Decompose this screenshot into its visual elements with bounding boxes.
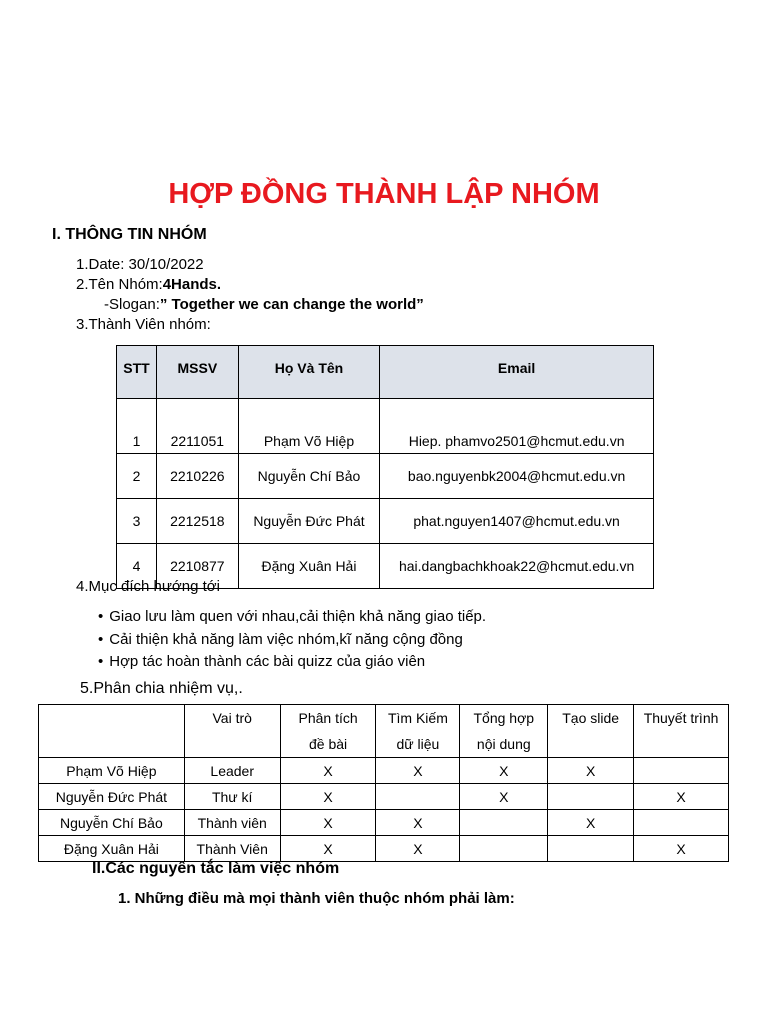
table-cell: Nguyễn Đức Phát [238,499,379,544]
table-row [117,454,654,499]
table-cell: X [280,810,376,836]
table-cell [548,784,634,810]
table-cell: Đặng Xuân Hải [39,836,185,862]
date-line: 1.Date: 30/10/2022 [76,256,204,273]
document-title: HỢP ĐỒNG THÀNH LẬP NHÓM [168,178,600,210]
principles-subheading: 1. Những điều mà mọi thành viên thuộc nhóm phải làm: [118,890,515,907]
table-cell [460,810,548,836]
header-cell [39,705,185,758]
group-name-line [76,276,221,293]
table-row [117,399,654,454]
members-table [116,345,654,589]
table-cell: Thành Viên [184,836,280,862]
header-cell: Vai trò [184,705,280,758]
tasks-header-row [39,705,729,758]
table-cell: 3 [117,499,157,544]
table-cell: 1 [117,399,157,454]
header-cell: MSSV [156,346,238,399]
tasks-label: 5.Phân chia nhiệm vụ,. [80,680,243,697]
table-cell: X [634,784,729,810]
list-item: • Hợp tác hoàn thành các bài quizz của giáo viên [98,651,486,674]
table-cell: Hiep. phamvo2501@hcmut.edu.vn [380,399,654,454]
members-header-row [117,346,654,399]
header-cell: Tạo slide [548,705,634,758]
group-name-value: 4Hands. [162,276,222,293]
tasks-table [38,704,729,862]
table-cell: Phạm Võ Hiệp [238,399,379,454]
header-cell: Họ Và Tên [238,346,379,399]
slogan-line [104,296,424,313]
table-cell: 2 [117,454,157,499]
list-item: • Cải thiện khả năng làm việc nhóm,kĩ năng cộng đồng [98,629,486,652]
table-cell [460,836,548,862]
table-cell: Nguyễn Chí Bảo [39,810,185,836]
section-heading-info: I. THÔNG TIN NHÓM [52,226,207,243]
table-cell: X [460,784,548,810]
table-cell: X [280,784,376,810]
table-cell: 2211051 [156,399,238,454]
table-cell [376,784,460,810]
table-cell: phat.nguyen1407@hcmut.edu.vn [380,499,654,544]
table-cell: X [280,836,376,862]
header-cell: Tổng hợp nội dung [460,705,548,758]
purpose-list [98,606,486,674]
header-cell: Thuyết trình [634,705,729,758]
table-cell: X [548,758,634,784]
table-cell: Phạm Võ Hiệp [39,758,185,784]
header-cell: Tìm Kiếm dữ liệu [376,705,460,758]
table-cell: X [376,836,460,862]
table-cell: 4 [117,544,157,589]
table-cell: X [460,758,548,784]
table-cell: X [634,836,729,862]
table-cell: Thư kí [184,784,280,810]
list-item: • Giao lưu làm quen với nhau,cải thiện khả năng giao tiếp. [98,606,486,629]
table-row [39,810,729,836]
table-cell: bao.nguyenbk2004@hcmut.edu.vn [380,454,654,499]
table-cell: X [376,810,460,836]
table-row [39,758,729,784]
table-cell: 2210877 [156,544,238,589]
table-cell [548,836,634,862]
table-cell: hai.dangbachkhoak22@hcmut.edu.vn [380,544,654,589]
table-cell: Nguyễn Chí Bảo [238,454,379,499]
table-cell: Leader [184,758,280,784]
members-label: 3.Thành Viên nhóm: [76,316,211,333]
table-cell: X [376,758,460,784]
header-cell: Phân tích đề bài [280,705,376,758]
table-cell [634,810,729,836]
table-row [117,499,654,544]
purpose-label: 4.Mục đích hướng tới [76,578,220,595]
table-cell: X [548,810,634,836]
table-cell: X [280,758,376,784]
table-row [39,784,729,810]
table-cell [634,758,729,784]
header-cell: STT [117,346,157,399]
slogan-label: -Slogan: [104,296,160,313]
table-cell: Đặng Xuân Hải [238,544,379,589]
slogan-text: ” Together we can change the world” [159,296,424,313]
section-heading-principles: II.Các nguyên tắc làm việc nhóm [92,860,340,877]
group-name-label: 2.Tên Nhóm: [76,276,163,293]
header-cell: Email [380,346,654,399]
table-row [39,836,729,862]
table-cell: 2210226 [156,454,238,499]
table-cell: 2212518 [156,499,238,544]
table-cell: Thành viên [184,810,280,836]
table-cell: Nguyễn Đức Phát [39,784,185,810]
